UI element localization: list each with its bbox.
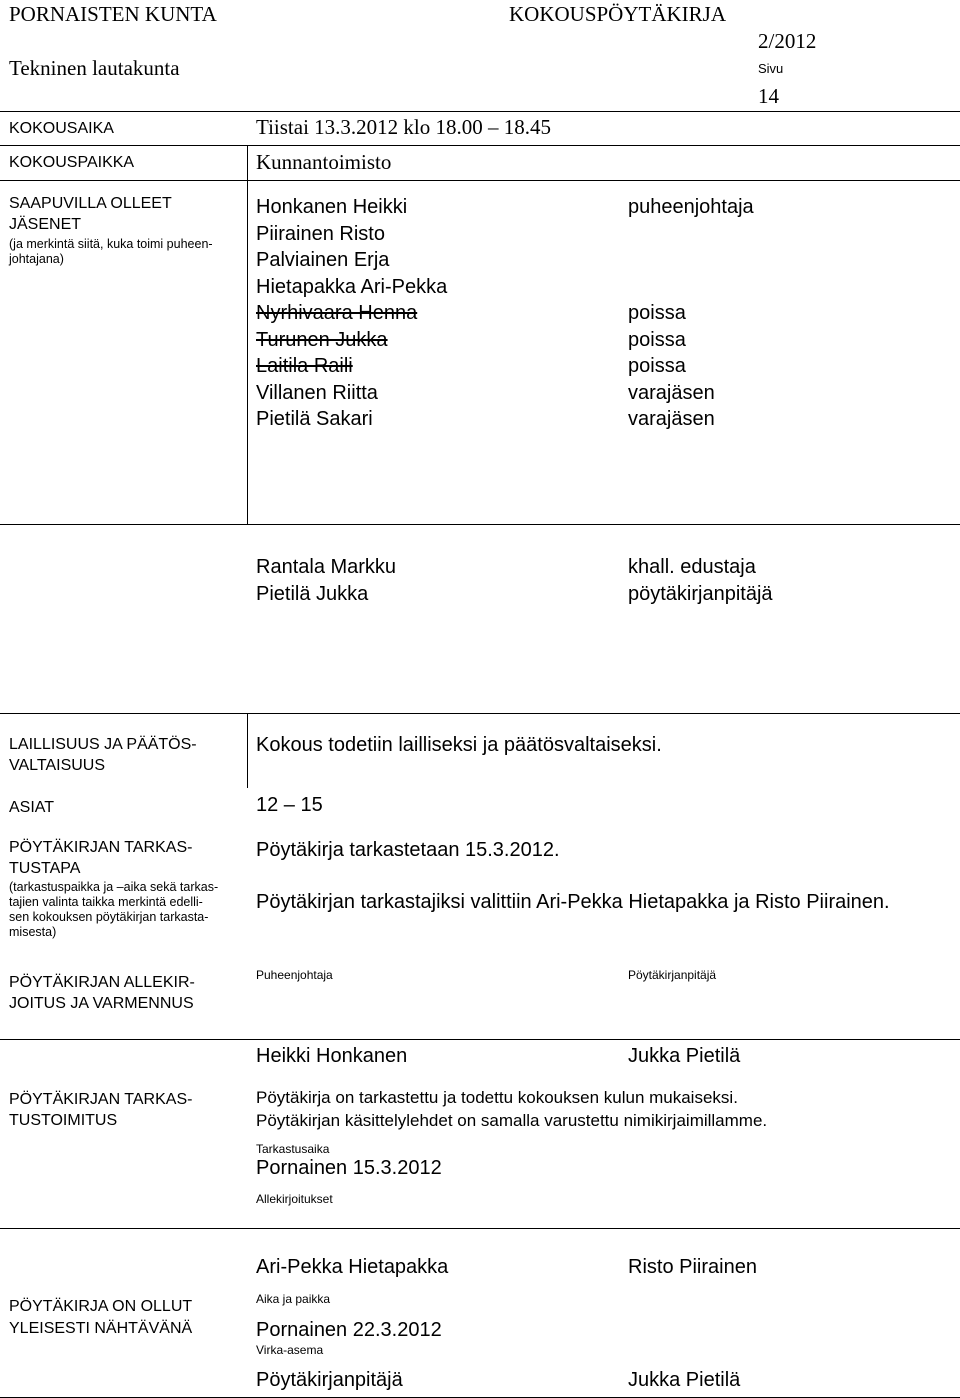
attendees-label-line2: JÄSENET xyxy=(9,216,82,233)
review-method-note-line: (tarkastuspaikka ja –aika sekä tarkas- xyxy=(9,880,219,894)
secretary-name: Jukka Pietilä xyxy=(628,1045,741,1067)
attendees-divider xyxy=(247,180,248,524)
document-type: KOKOUSPÖYTÄKIRJA xyxy=(509,2,727,26)
review-method-text2: Pöytäkirjan tarkastajiksi valittiin Ari-Pekka Hietapakka ja Risto Piirainen. xyxy=(256,891,890,913)
member-role: poissa xyxy=(628,328,686,351)
legality-text: Kokous todetiin lailliseksi ja päätösvaltaiseksi. xyxy=(256,734,662,756)
display-signer-name: Jukka Pietilä xyxy=(628,1369,741,1391)
document-number: 2/2012 xyxy=(758,29,817,53)
member-role xyxy=(628,274,754,301)
member-roles xyxy=(628,194,754,433)
signature-rule xyxy=(0,1039,960,1040)
review-time-value: Pornainen 15.3.2012 xyxy=(256,1157,442,1179)
review-method-label-line1: PÖYTÄKIRJAN TARKAS- xyxy=(9,839,193,856)
secretary-caption: Pöytäkirjanpitäjä xyxy=(628,968,717,982)
other-attendee-role: pöytäkirjanpitäjä xyxy=(628,582,773,605)
display-label-line1: PÖYTÄKIRJA ON OLLUT xyxy=(9,1298,193,1315)
items-range: 12 – 15 xyxy=(256,794,323,816)
member-name: Villanen Riitta xyxy=(256,381,378,404)
reviewer-2-name: Risto Piirainen xyxy=(628,1256,757,1278)
member-name-absent: Laitila Raili xyxy=(256,355,353,377)
member-name-absent: Nyrhivaara Henna xyxy=(256,302,418,324)
signature-label-line2: JOITUS JA VARMENNUS xyxy=(9,995,194,1012)
meeting-time-label: KOKOUSAIKA xyxy=(9,120,114,137)
reviewer-1-name: Ari-Pekka Hietapakka xyxy=(256,1256,449,1278)
other-attendee-names xyxy=(256,554,396,607)
display-label-line2: YLEISESTI NÄHTÄVÄNÄ xyxy=(9,1320,193,1337)
review-time-caption: Tarkastusaika xyxy=(256,1142,330,1156)
review-text2: Pöytäkirjan käsittelylehdet on samalla varustettu nimikirjaimillamme. xyxy=(256,1111,768,1130)
other-attendee-role: khall. edustaja xyxy=(628,556,756,578)
review-method-label-line2: TUSTAPA xyxy=(9,860,81,877)
review-label-line2: TUSTOIMITUS xyxy=(9,1112,118,1129)
member-role: varajäsen xyxy=(628,408,715,430)
signature-label-line1: PÖYTÄKIRJAN ALLEKIR- xyxy=(9,974,195,991)
display-place-value: Pornainen 22.3.2012 xyxy=(256,1319,442,1341)
meeting-time-value: Tiistai 13.3.2012 klo 18.00 – 18.45 xyxy=(256,115,552,139)
municipality-name: PORNAISTEN KUNTA xyxy=(9,2,217,26)
member-role xyxy=(628,221,754,248)
member-name: Piirainen Risto xyxy=(256,222,385,245)
meeting-place-value: Kunnantoimisto xyxy=(256,150,392,174)
page-label: Sivu xyxy=(758,61,784,76)
review-signatures-caption: Allekirjoitukset xyxy=(256,1192,333,1206)
attendees-note-line1: (ja merkintä siitä, kuka toimi puheen- xyxy=(9,237,213,251)
items-label: ASIAT xyxy=(9,799,55,816)
legality-divider xyxy=(247,713,248,788)
time-rule xyxy=(0,145,960,146)
page-number: 14 xyxy=(758,84,779,108)
place-divider xyxy=(247,145,248,180)
chair-name: Heikki Honkanen xyxy=(256,1045,408,1067)
review-label-line1: PÖYTÄKIRJAN TARKAS- xyxy=(9,1091,193,1108)
member-name: Hietapakka Ari-Pekka xyxy=(256,275,448,298)
member-role: poissa xyxy=(628,302,686,324)
member-name-absent: Turunen Jukka xyxy=(256,328,388,351)
display-place-caption: Aika ja paikka xyxy=(256,1292,331,1306)
attendees-label-line1: SAAPUVILLA OLLEET xyxy=(9,195,172,212)
member-name: Honkanen Heikki xyxy=(256,196,408,218)
review-method-text1: Pöytäkirja tarkastetaan 15.3.2012. xyxy=(256,839,560,861)
legality-label-line2: VALTAISUUS xyxy=(9,757,106,774)
review-rule xyxy=(0,1228,960,1229)
others-rule xyxy=(0,713,960,714)
other-attendee-roles xyxy=(628,554,773,607)
legality-label-line1: LAILLISUUS JA PÄÄTÖS- xyxy=(9,736,197,753)
header-rule xyxy=(0,111,960,112)
display-position-value: Pöytäkirjanpitäjä xyxy=(256,1369,403,1391)
display-position-caption: Virka-asema xyxy=(256,1343,324,1357)
other-attendee-name: Rantala Markku xyxy=(256,556,397,578)
member-role xyxy=(628,247,754,274)
member-names xyxy=(256,194,447,433)
member-role: puheenjohtaja xyxy=(628,196,754,218)
member-role: varajäsen xyxy=(628,381,715,404)
place-rule xyxy=(0,180,960,181)
member-name: Palviainen Erja xyxy=(256,249,390,271)
board-name: Tekninen lautakunta xyxy=(9,56,180,80)
review-method-note-line: misesta) xyxy=(9,925,57,939)
member-name: Pietilä Sakari xyxy=(256,408,373,430)
member-role: poissa xyxy=(628,355,686,377)
attendees-note-line2: johtajana) xyxy=(9,252,64,266)
attendees-rule xyxy=(0,524,960,525)
meeting-place-label: KOKOUSPAIKKA xyxy=(9,154,135,171)
review-method-note-line: sen kokouksen pöytäkirjan tarkasta- xyxy=(9,910,209,924)
review-text1: Pöytäkirja on tarkastettu ja todettu kokouksen kulun mukaiseksi. xyxy=(256,1088,738,1107)
review-method-note-line: tajien valinta taikka merkintä edelli- xyxy=(9,895,203,909)
chair-caption: Puheenjohtaja xyxy=(256,968,333,982)
other-attendee-name: Pietilä Jukka xyxy=(256,582,369,605)
